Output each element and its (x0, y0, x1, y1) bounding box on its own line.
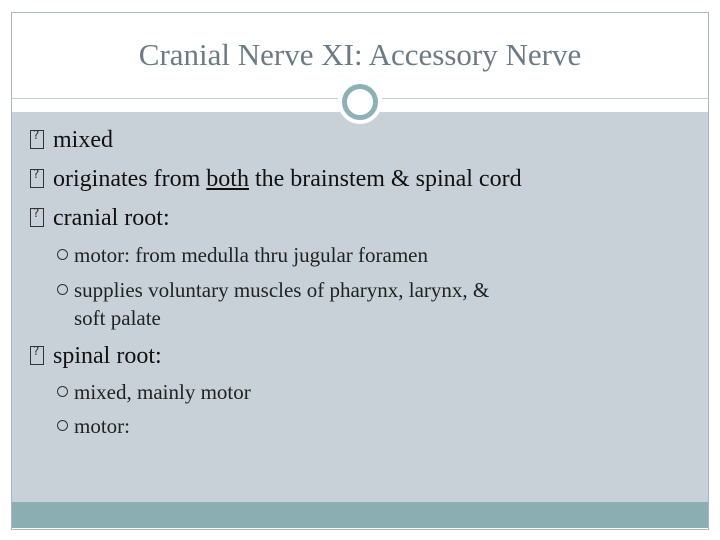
sub-bullet-motor-medulla: motor: from medulla thru jugular foramen (57, 241, 428, 269)
missing-glyph-icon (30, 208, 44, 227)
sub-bullet-mixed-motor: mixed, mainly motor (57, 378, 251, 406)
missing-glyph-icon (30, 169, 44, 188)
ring-bullet-icon (57, 284, 68, 295)
bullet-mixed: ?mixed (30, 127, 113, 154)
bullet-cranial-root: ?cranial root: (30, 205, 170, 232)
sub-bullet-motor: motor: (57, 412, 130, 440)
title-rule-left (12, 98, 338, 99)
footer-bar (12, 502, 708, 528)
bullet-spinal-root: ?spinal root: (30, 343, 162, 370)
ring-bullet-icon (57, 420, 68, 431)
ring-bullet-icon (57, 386, 68, 397)
missing-glyph-icon (30, 130, 44, 149)
circle-ornament-icon (342, 84, 378, 120)
bullet-originates: ?originates from both the brainstem & spinal cord (30, 166, 522, 193)
ring-bullet-icon (57, 249, 68, 260)
missing-glyph-icon (30, 346, 44, 365)
title-rule-right (382, 98, 708, 99)
sub-bullet-supplies: supplies voluntary muscles of pharynx, larynx, & soft palate (57, 276, 489, 332)
slide-title: Cranial Nerve XI: Accessory Nerve (138, 37, 582, 72)
